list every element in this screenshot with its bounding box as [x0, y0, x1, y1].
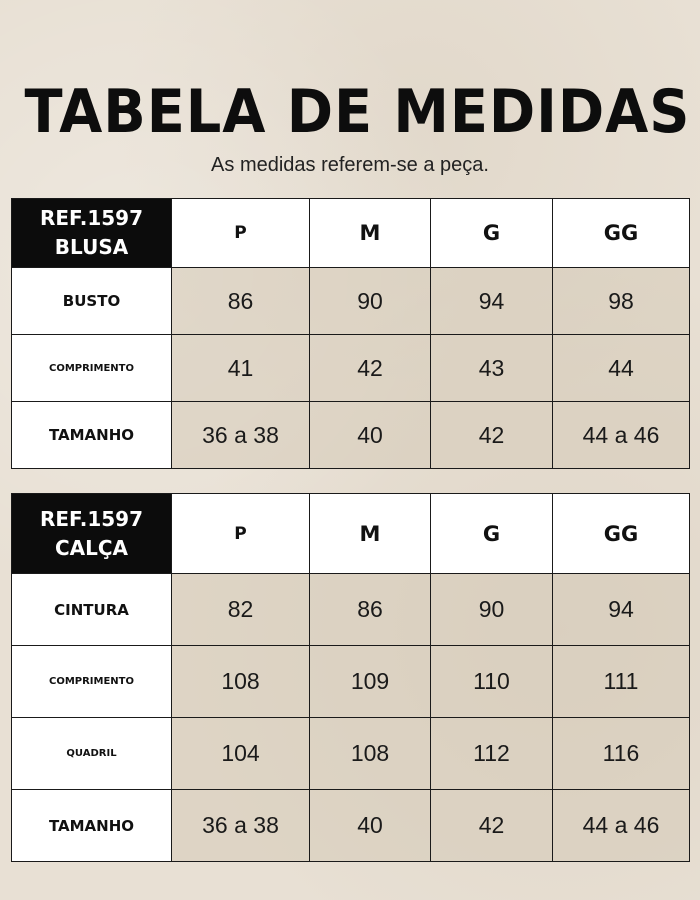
size-header-gg: GG — [553, 494, 690, 574]
size-header-gg: GG — [553, 199, 690, 268]
measure-value: 111 — [553, 646, 690, 718]
size-table-calca — [11, 493, 690, 862]
table-row — [12, 574, 690, 646]
size-header-row — [12, 199, 690, 268]
measure-value: 109 — [310, 646, 431, 718]
table-row — [12, 402, 690, 469]
measure-value: 90 — [310, 268, 431, 335]
measure-value: 40 — [310, 402, 431, 469]
measure-value: 104 — [172, 718, 310, 790]
measure-value: 90 — [431, 574, 553, 646]
reference-code: REF.1597 — [39, 506, 144, 531]
measure-value: 36 a 38 — [172, 402, 310, 469]
table-row — [12, 268, 690, 335]
page-subtitle: As medidas referem-se a peça. — [211, 154, 489, 176]
size-table-blusa — [11, 198, 690, 469]
reference-cell — [12, 494, 172, 574]
size-header-m: M — [310, 494, 431, 574]
row-label: CINTURA — [12, 574, 172, 646]
table-row — [12, 718, 690, 790]
measure-value: 94 — [431, 268, 553, 335]
garment-name: BLUSA — [54, 235, 129, 259]
size-header-g: G — [431, 494, 553, 574]
measure-value: 86 — [310, 574, 431, 646]
row-label: BUSTO — [12, 268, 172, 335]
measure-value: 112 — [431, 718, 553, 790]
size-header-p: P — [172, 494, 310, 574]
row-label: TAMANHO — [12, 402, 172, 469]
table-row — [12, 646, 690, 718]
measure-value: 41 — [172, 335, 310, 402]
size-header-g: G — [431, 199, 553, 268]
measure-value: 82 — [172, 574, 310, 646]
measure-value: 40 — [310, 790, 431, 862]
measure-value: 110 — [431, 646, 553, 718]
measure-value: 42 — [431, 790, 553, 862]
page-title: TABELA DE MEDIDAS — [24, 77, 691, 147]
table-row — [12, 790, 690, 862]
row-label: QUADRIL — [12, 718, 172, 790]
size-header-m: M — [310, 199, 431, 268]
measure-value: 44 a 46 — [553, 402, 690, 469]
measure-value: 43 — [431, 335, 553, 402]
size-header-row — [12, 494, 690, 574]
measure-value: 42 — [431, 402, 553, 469]
garment-name: CALÇA — [54, 535, 129, 560]
size-header-p: P — [172, 199, 310, 268]
measure-value: 86 — [172, 268, 310, 335]
measure-value: 44 — [553, 335, 690, 402]
measure-value: 116 — [553, 718, 690, 790]
table-row — [12, 335, 690, 402]
measure-value: 98 — [553, 268, 690, 335]
measure-value: 44 a 46 — [553, 790, 690, 862]
reference-cell — [12, 199, 172, 268]
row-label: COMPRIMENTO — [12, 646, 172, 718]
measure-value: 36 a 38 — [172, 790, 310, 862]
row-label: TAMANHO — [12, 790, 172, 862]
reference-code: REF.1597 — [39, 206, 144, 230]
measure-value: 42 — [310, 335, 431, 402]
row-label: COMPRIMENTO — [12, 335, 172, 402]
measure-value: 108 — [172, 646, 310, 718]
measure-value: 94 — [553, 574, 690, 646]
measure-value: 108 — [310, 718, 431, 790]
